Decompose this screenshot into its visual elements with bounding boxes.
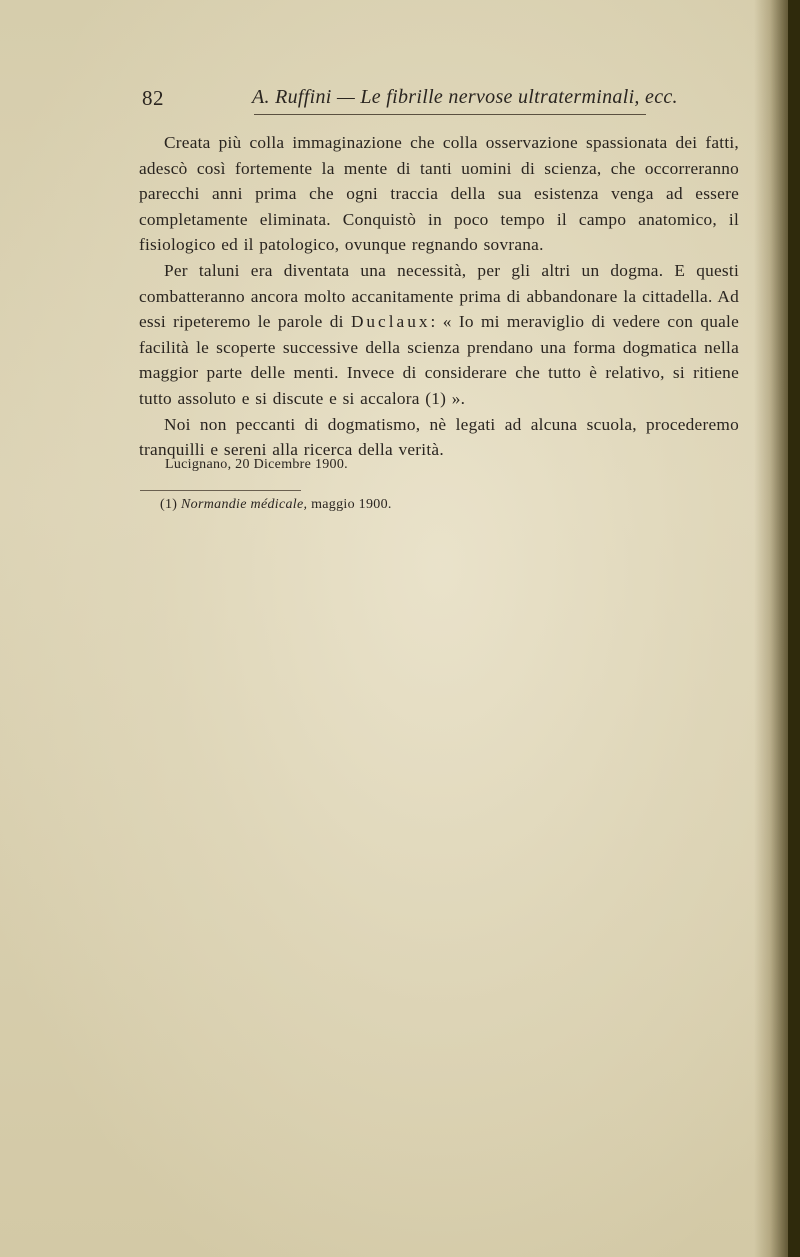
footnote	[160, 497, 392, 513]
cited-author-name: Duclaux	[350, 312, 431, 332]
title-separator: —	[331, 86, 361, 108]
footnote-marker: (1)	[160, 497, 178, 512]
paragraph-3: Noi non peccanti di dogmatismo, nè legati ad alcuna scuola, procederemo tranquilli e sereni alla ricerca della verità.	[139, 414, 739, 460]
paragraph-1: Creata più colla immaginazione che colla osservazione spassionata dei fatti, adescò così fortemente la mente di tanti uomini di scienza, che occorreranno parecchi anni prima che ogni traccia della sua esistenza venga ad essere completamente eliminata. Conquistò in poco tempo il campo anatomico, il fisiologico ed il patologico, ovunque regnando sovrana.	[139, 133, 739, 255]
page-edge-binding	[788, 0, 800, 1257]
paragraph-2	[139, 258, 739, 412]
body-text	[139, 130, 739, 463]
dateline: Lucignano, 20 Dicembre 1900.	[165, 457, 348, 472]
running-title	[252, 86, 678, 109]
running-head	[142, 86, 748, 116]
footnote-date: maggio 1900.	[311, 497, 392, 512]
author-name: A. Ruffini	[252, 86, 332, 108]
paragraph-2-before: Per taluni era diventata una necessità, per gli altri un dogma. E questi combatteranno ancora molto accanitamente prima di abbandonare la cittadella. Ad essi ripeteremo le parole di	[139, 260, 739, 332]
footnote-rule	[140, 490, 301, 491]
header-rule	[254, 114, 646, 115]
page-number: 82	[142, 86, 164, 110]
paragraph-2-after: : « Io mi meraviglio di vedere con quale facilità le scoperte successive della scienza prendano una forma dogmatica nella maggior parte delle menti. Invece di considerare che tutto è relativo, si ritiene tutto assoluto e si discute e si accalora (1) ».	[139, 312, 739, 408]
footnote-journal: Normandie médicale,	[181, 497, 308, 512]
article-title: Le fibrille nervose ultraterminali, ecc.	[360, 86, 678, 108]
